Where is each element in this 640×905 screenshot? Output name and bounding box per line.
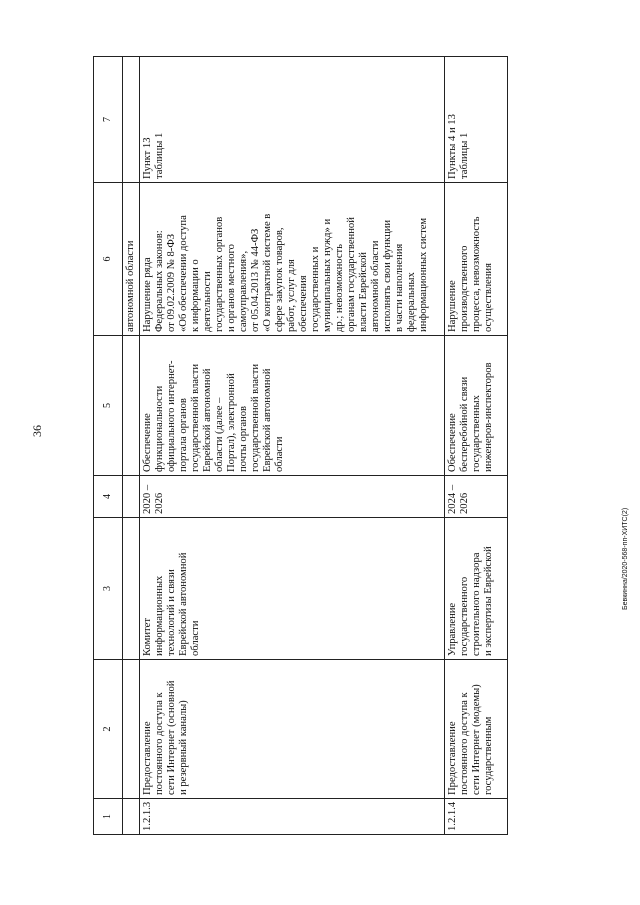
row-title: Предоставление постоянного доступа к сети Интернет (модемы) государственным <box>445 660 508 799</box>
row-result: Обеспечение бесперебойной связи государственных инженеров-инспекторов <box>445 336 508 476</box>
continuation-row <box>123 57 140 835</box>
table-row <box>140 57 445 835</box>
continuation-cell <box>123 799 140 835</box>
row-period: 2020 – 2026 <box>140 476 445 518</box>
continuation-cell <box>123 518 140 660</box>
row-executor: Управление государственного строительного надзора и экспертизы Еврейской <box>445 518 508 660</box>
header-cell-2: 2 <box>94 660 123 799</box>
row-result: Обеспечение функциональности официального интернет- портала органов государственной власти Еврейской автономной области (далее – Портал), электронной почты органов государственной власти Еврейской автономной области <box>140 336 445 476</box>
row-consequences: Нарушение производственного процесса, невозможность осуществления <box>445 183 508 336</box>
header-cell-5: 5 <box>94 336 123 476</box>
row-link: Пункт 13 таблицы 1 <box>140 57 445 183</box>
continuation-cell <box>123 660 140 799</box>
row-executor: Комитет информационных технологий и связи Еврейской автономной области <box>140 518 445 660</box>
row-id: 1.2.1.4 <box>445 799 508 835</box>
row-id: 1.2.1.3 <box>140 799 445 835</box>
header-cell-4: 4 <box>94 476 123 518</box>
header-cell-6: 6 <box>94 183 123 336</box>
page-number: 36 <box>30 425 44 437</box>
continuation-cell <box>123 57 140 183</box>
continuation-cell: автономной области <box>123 183 140 336</box>
row-consequences: Нарушение ряда Федеральных законов: от 09.02.2009 № 8-ФЗ «Об обеспечении доступа к информации о деятельности государственных органов и органов местного самоуправления», от 05.04.2013 № 44-ФЗ «О контрактной системе в сфере закупок товаров, работ, услуг для обеспечения государственных и муниципальных нужд» и др.; невозможность органам государственной власти Еврейской автономной области исполнять свои функции в части наполнения федеральных информационных систем <box>140 183 445 336</box>
header-cell-7: 7 <box>94 57 123 183</box>
row-period: 2024 – 2026 <box>445 476 508 518</box>
measures-table <box>93 56 508 835</box>
header-row <box>94 57 123 835</box>
header-cell-1: 1 <box>94 799 123 835</box>
header-cell-3: 3 <box>94 518 123 660</box>
row-link: Пункты 4 и 13 таблицы 1 <box>445 57 508 183</box>
table-row <box>445 57 508 835</box>
rotated-page-content <box>93 57 528 835</box>
document-code: Бевкинна/2020-568-пп-ХИТС(2) <box>622 507 629 610</box>
row-title: Предоставление постоянного доступа к сети Интернет (основной и резервный каналы) <box>140 660 445 799</box>
continuation-cell <box>123 476 140 518</box>
continuation-cell <box>123 336 140 476</box>
